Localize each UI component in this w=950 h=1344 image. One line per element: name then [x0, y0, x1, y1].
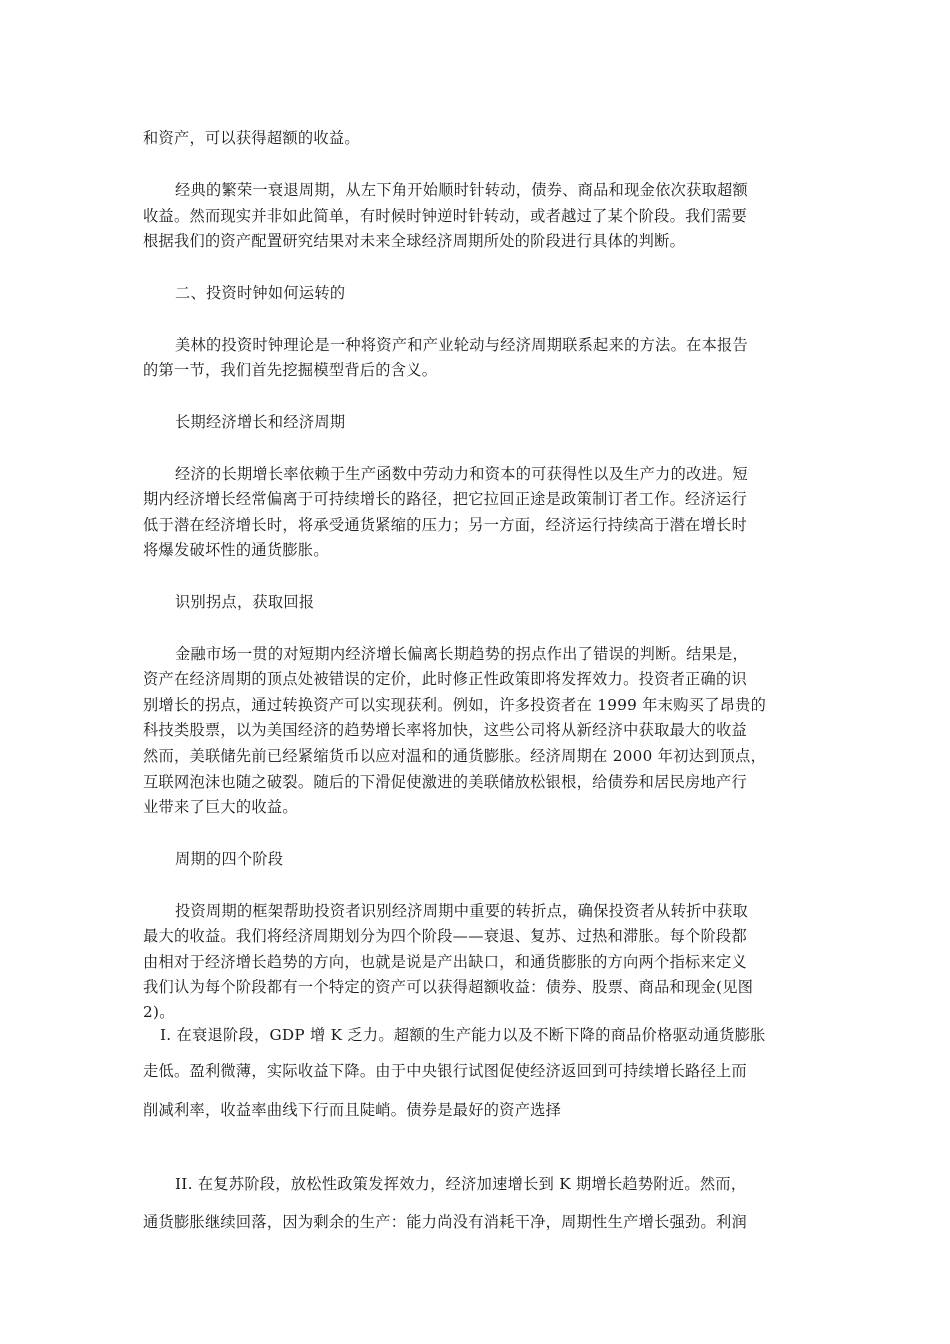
paragraph-line: 科技类股票，以为美国经济的趋势增长率将加快，这些公司将从新经济中获取最大的收益 — [143, 721, 748, 739]
paragraph-line: 2)。 — [143, 1003, 175, 1021]
paragraph-line: 美林的投资时钟理论是一种将资产和产业轮动与经济周期联系起来的方法。在本报告 — [175, 336, 749, 354]
paragraph-line: 期内经济增长经常偏离于可持续增长的路径，把它拉回正途是政策制订者工作。经济运行 — [143, 490, 748, 508]
subsection-heading: 长期经济增长和经济周期 — [175, 413, 346, 431]
paragraph-line: 的第一节，我们首先挖掘模型背后的含义。 — [143, 361, 438, 379]
list-item-line: I. 在衰退阶段，GDP 增 K 乏力。超额的生产能力以及不断下降的商品价格驱动通货膨胀 — [160, 1026, 766, 1044]
section-heading: 二、投资时钟如何运转的 — [175, 284, 346, 302]
paragraph-line: 投资周期的框架帮助投资者识别经济周期中重要的转折点，确保投资者从转折中获取 — [175, 902, 749, 920]
paragraph-line: 然而，美联储先前已经紧缩货币以应对温和的通货膨胀。经济周期在 2000 年初达到顶点， — [143, 747, 767, 765]
list-item-line: 削减利率，收益率曲线下行而且陡峭。债券是最好的资产选择 — [143, 1101, 562, 1119]
paragraph-line: 资产在经济周期的顶点处被错误的定价，此时修正性政策即将发挥效力。投资者正确的识 — [143, 670, 748, 688]
subsection-heading: 识别拐点，获取回报 — [175, 593, 315, 611]
paragraph-line: 最大的收益。我们将经济周期划分为四个阶段——衰退、复苏、过热和滞胀。每个阶段都 — [143, 927, 748, 945]
paragraph-line: 别增长的拐点，通过转换资产可以实现获利。例如，许多投资者在 1999 年末购买了昂贵的 — [143, 696, 767, 714]
paragraph-line: 根据我们的资产配置研究结果对未来全球经济周期所处的阶段进行具体的判断。 — [143, 232, 686, 250]
list-item-line: 通货膨胀继续回落，因为剩余的生产：能力尚没有消耗干净，周期性生产增长强劲。利润 — [143, 1213, 748, 1231]
paragraph-line: 由相对于经济增长趋势的方向，也就是说是产出缺口，和通货膨胀的方向两个指标来定义 — [143, 953, 748, 971]
paragraph-line: 经典的繁荣一衰退周期，从左下角开始顺时针转动，债券、商品和现金依次获取超额 — [175, 181, 749, 199]
list-item-line: II. 在复苏阶段，放松性政策发挥效力，经济加速增长到 K 期增长趋势附近。然而， — [175, 1175, 747, 1193]
paragraph-line: 经济的长期增长率依赖于生产函数中劳动力和资本的可获得性以及生产力的改进。短 — [175, 465, 749, 483]
paragraph-line: 互联网泡沫也随之破裂。随后的下滑促使激进的美联储放松银根，给债券和居民房地产行 — [143, 773, 748, 791]
list-item-line: 走低。盈利微薄，实际收益下降。由于中央银行试图促使经济返回到可持续增长路径上而 — [143, 1062, 748, 1080]
paragraph-line: 低于潜在经济增长时，将承受通货紧缩的压力；另一方面，经济运行持续高于潜在增长时 — [143, 516, 748, 534]
paragraph-line: 和资产，可以获得超额的收益。 — [143, 129, 360, 147]
paragraph-line: 收益。然而现实并非如此简单，有时候时钟逆时针转动，或者越过了某个阶段。我们需要 — [143, 207, 748, 225]
paragraph-line: 业带来了巨大的收益。 — [143, 798, 298, 816]
paragraph-line: 我们认为每个阶段都有一个特定的资产可以获得超额收益：债券、股票、商品和现金(见图 — [143, 978, 754, 996]
subsection-heading: 周期的四个阶段 — [175, 850, 284, 868]
paragraph-line: 金融市场一贯的对短期内经济增长偏离长期趋势的拐点作出了错误的判断。结果是， — [175, 645, 749, 663]
paragraph-line: 将爆发破坏性的通货膨胀。 — [143, 541, 329, 559]
